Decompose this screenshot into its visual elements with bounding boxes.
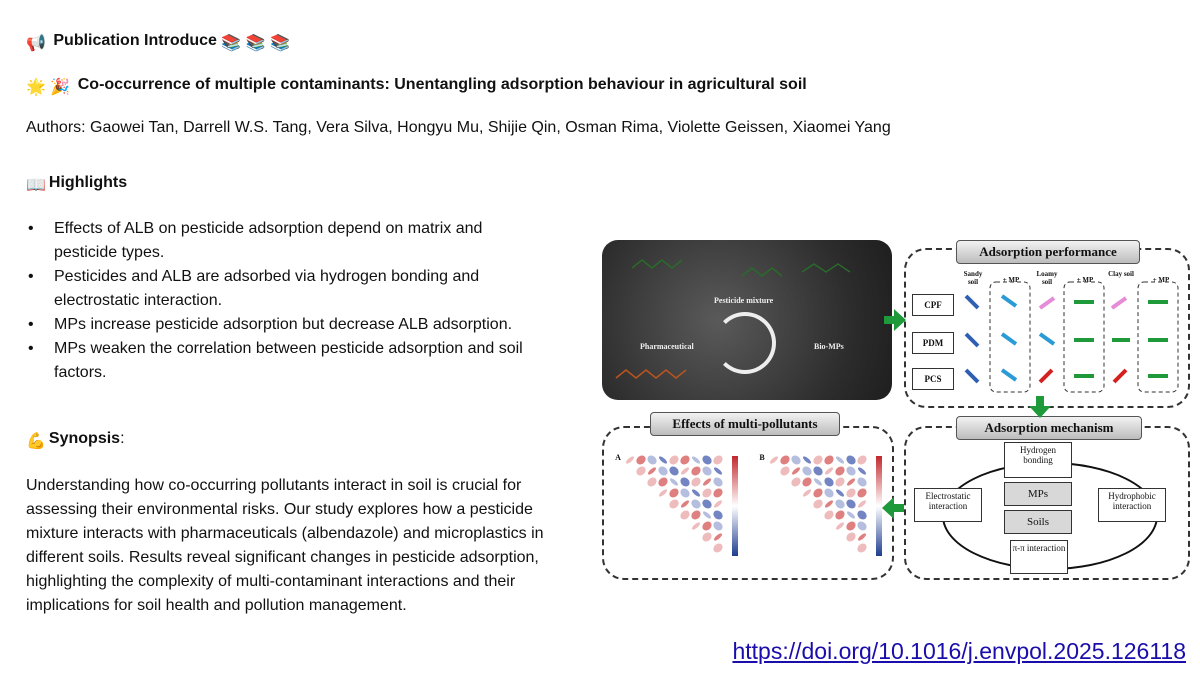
col-loamy-soil: Loamy soil: [1036, 270, 1058, 286]
row-pcs: PCS: [912, 368, 954, 390]
panel-label-a: A: [615, 453, 621, 462]
paper-title-line: [26, 76, 807, 97]
col-sandy-soil: Sandy soil: [963, 270, 983, 286]
panel-label-b: B: [759, 453, 765, 462]
highlight-item: • MPs increase pesticide adsorption but decrease ALB adsorption.: [26, 313, 546, 337]
synopsis-text: Understanding how co-occurring pollutants interact in soil is crucial for assessing their environmental risks. Our study explores how a pesticide mixture interacts with pharmaceuticals (albendazole) and microplastics in different soils. Results reveal significant changes in pesticide adsorption, highlighting the complexity of multi-contaminant interactions and their implications for soil health and pollution management.: [26, 477, 544, 614]
flexed-biceps-icon: 💪: [26, 433, 46, 450]
hydrogen-bonding-node: Hydrogen bonding: [1004, 442, 1072, 478]
synopsis-heading: Synopsis: [48, 430, 121, 447]
col-mp: + MP: [1152, 276, 1170, 284]
synopsis-colon: :: [120, 430, 125, 447]
electrostatic-interaction-node: Electrostatic interaction: [914, 488, 982, 522]
books-icon: 📚 📚 📚: [221, 35, 291, 52]
col-clay-soil: Clay soil: [1108, 270, 1134, 278]
col-mp: + MP: [1002, 276, 1020, 284]
mps-node: MPs: [1004, 482, 1072, 506]
adsorption-performance-title: Adsorption performance: [956, 240, 1140, 264]
doi-link[interactable]: https://doi.org/10.1016/j.envpol.2025.126118: [732, 638, 1186, 664]
paper-title: Co-occurrence of multiple contaminants: Unentangling adsorption behaviour in agricultural soil: [77, 76, 807, 93]
pharmaceutical-label: Pharmaceutical: [640, 342, 694, 351]
megaphone-icon: 📢: [26, 35, 46, 52]
multi-pollutants-title: Effects of multi-pollutants: [650, 412, 840, 436]
synopsis-heading-line: [26, 430, 125, 451]
pi-pi-interaction-node: π-π interaction: [1010, 540, 1068, 574]
row-cpf: CPF: [912, 294, 954, 316]
open-book-icon: 📖: [26, 177, 46, 194]
highlights-list: [26, 217, 546, 385]
pesticide-mixture-label: Pesticide mixture: [714, 296, 774, 305]
graphical-abstract: [598, 236, 1188, 580]
highlight-item: • Pesticides and ALB are adsorbed via hydrogen bonding and electrostatic interaction.: [26, 265, 546, 313]
highlights-heading: Highlights: [48, 174, 128, 191]
publication-label: Publication Introduce: [53, 32, 217, 49]
col-mp: + MP: [1076, 276, 1094, 284]
highlight-item: • MPs weaken the correlation between pesticide adsorption and soil factors.: [26, 337, 546, 385]
highlights-heading-line: [26, 174, 127, 195]
highlight-item: • Effects of ALB on pesticide adsorption depend on matrix and pesticide types.: [26, 217, 546, 265]
adsorption-mechanism-title: Adsorption mechanism: [956, 416, 1142, 440]
flow-arrows: [598, 236, 1188, 580]
star-party-icon: 🌟 🎉: [26, 79, 71, 96]
authors: Authors: Gaowei Tan, Darrell W.S. Tang, Vera Silva, Hongyu Mu, Shijie Qin, Osman Rima, Violette Geissen, Xiaomei Yang: [26, 119, 891, 136]
row-pdm: PDM: [912, 332, 954, 354]
hydrophobic-interaction-node: Hydrophobic interaction: [1098, 488, 1166, 522]
soils-node: Soils: [1004, 510, 1072, 534]
bio-mps-label: Bio-MPs: [814, 342, 844, 351]
publication-header: [26, 32, 293, 53]
